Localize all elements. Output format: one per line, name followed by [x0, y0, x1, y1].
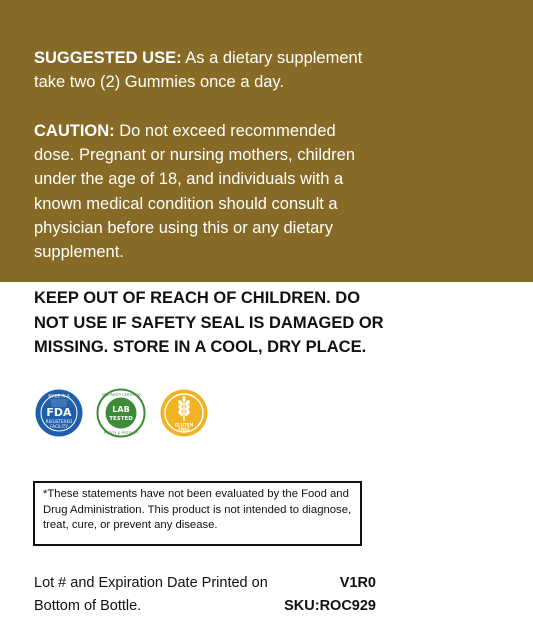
lab-badge-bottom: PURITY & POTENCY: [103, 431, 139, 435]
suggested-use-label: SUGGESTED USE:: [34, 49, 182, 67]
caution-label: CAUTION:: [34, 122, 115, 140]
lab-tested-icon: [96, 388, 146, 438]
instructions-panel: [0, 0, 533, 282]
caution-paragraph: [34, 119, 374, 264]
gluten-free-icon: [159, 388, 209, 438]
lab-badge-line1: LAB: [112, 405, 130, 414]
product-codes: [270, 572, 376, 618]
lot-info-line2: Bottom of Bottle.: [34, 598, 142, 614]
gluten-badge-line1: GLUTEN: [174, 422, 194, 428]
version-code: V1R0: [339, 575, 376, 591]
lab-badge-line2: TESTED: [109, 416, 133, 422]
gluten-badge-line2: FREE: [178, 427, 190, 432]
suggested-use-text: As a dietary supplement take two (2) Gummies once a day.: [34, 49, 363, 92]
lot-info: [34, 572, 304, 618]
fda-badge-line1: REGISTERED: [45, 419, 73, 424]
lab-badge-top: 3RD PARTY CERTIFIED: [101, 393, 141, 397]
fda-badge-top: MADE IN A: [48, 393, 70, 399]
fda-badge-line2: FACILITY: [50, 424, 68, 429]
warning-text: KEEP OUT OF REACH OF CHILDREN. DO NOT USE IF SAFETY SEAL IS DAMAGED OR MISSING. STORE IN A COOL, DRY PLACE.: [34, 289, 384, 356]
caution-text: Do not exceed recommended dose. Pregnant or nursing mothers, children under the age of 18, and individuals with a known medical condition should consult a physician before using this or any dietary supplement.: [34, 122, 356, 262]
sku-code: SKU:ROC929: [284, 598, 376, 614]
fda-badge-main: FDA: [46, 406, 72, 419]
suggested-use-paragraph: [34, 46, 374, 94]
lot-info-line1: Lot # and Expiration Date Printed on: [34, 575, 268, 591]
fda-registered-icon: [34, 388, 84, 438]
fda-disclaimer-box: *These statements have not been evaluated by the Food and Drug Administration. This product is not intended to diagnose, treat, cure, or prevent any disease.: [33, 481, 362, 546]
